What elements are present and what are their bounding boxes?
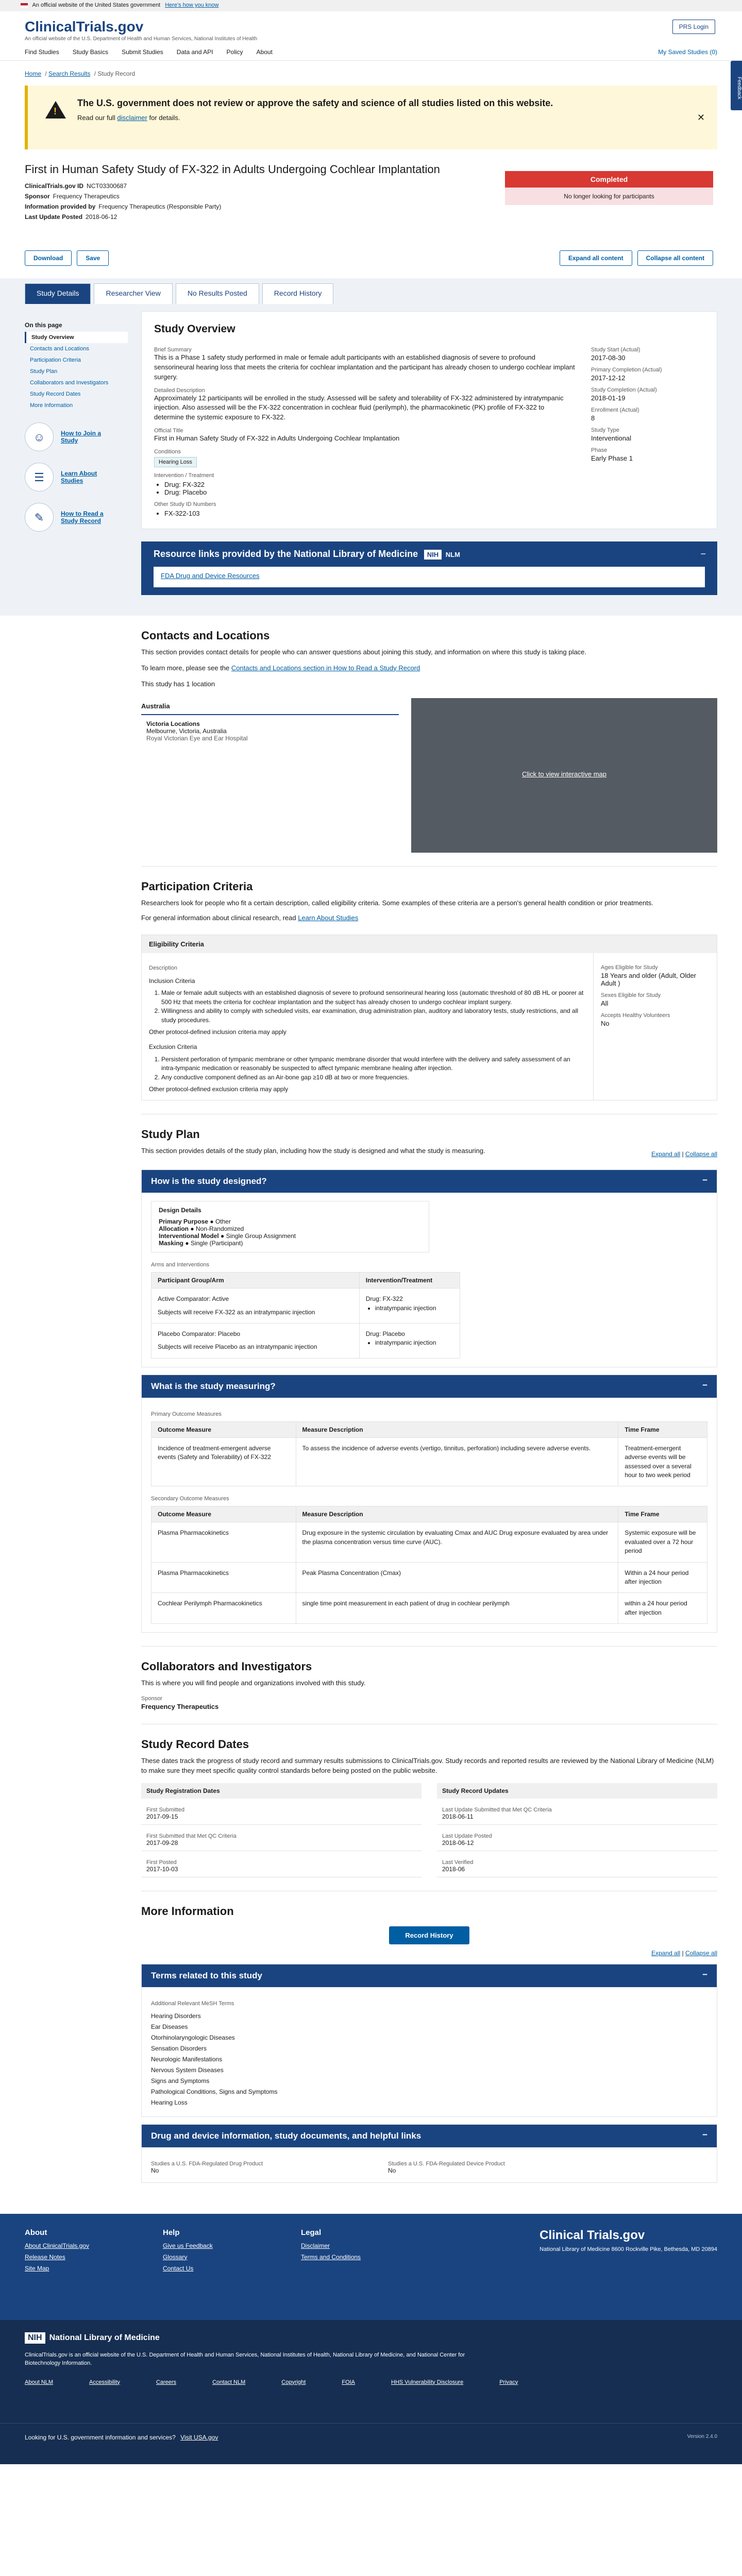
- official-title: First in Human Safety Study of FX-322 in Adults Undergoing Cochlear Implantation: [154, 434, 400, 443]
- arms-header: Intervention/Treatment: [359, 1273, 460, 1289]
- footer-link[interactable]: FOIA: [342, 2379, 356, 2385]
- footer-link[interactable]: Copyright: [281, 2379, 306, 2385]
- book-icon: ☰: [25, 463, 54, 492]
- sexes-label: Sexes Eligible for Study: [601, 992, 661, 999]
- toc-item-overview[interactable]: Study Overview: [25, 332, 128, 343]
- design-row: Interventional Model ● Single Group Assignment: [159, 1232, 296, 1240]
- intervention-list: [164, 481, 576, 496]
- table-row: [151, 1289, 460, 1324]
- arms-header: Participant Group/Arm: [151, 1273, 360, 1289]
- plan-expand-link[interactable]: Expand all: [651, 1150, 681, 1158]
- dates-heading: Study Record Dates: [141, 1737, 249, 1751]
- alert-title: The U.S. government does not review or approve the safety and science of all studies listed on this website.: [77, 98, 553, 108]
- nlm-title: Resource links provided by the National Library of Medicine: [154, 548, 418, 559]
- toc-item-plan[interactable]: Study Plan: [30, 368, 58, 375]
- primary-outcomes-table: [151, 1421, 707, 1487]
- toc-item-dates[interactable]: Study Record Dates: [30, 391, 81, 397]
- conditions-label: Conditions: [154, 448, 181, 455]
- nlm-footer: [0, 2320, 742, 2423]
- date-item: Last Update Submitted that Met QC Criteria 2018-06-11: [437, 1799, 717, 1825]
- date-item: Last Verified 2018-06: [437, 1851, 717, 1877]
- save-button[interactable]: Save: [77, 250, 109, 266]
- disclaimer-alert: [25, 86, 717, 149]
- download-button[interactable]: Download: [25, 250, 72, 266]
- drug-device-accordion: [141, 2124, 717, 2183]
- last-update-row: Last Update Posted 2018-06-12: [25, 213, 117, 221]
- toc-item-contacts[interactable]: Contacts and Locations: [30, 346, 89, 352]
- more-heading: More Information: [141, 1904, 234, 1918]
- learn-about-studies-link[interactable]: Learn About Studies: [298, 914, 359, 922]
- outcome-header: Measure Description: [296, 1506, 618, 1522]
- tab-researcher-view[interactable]: Researcher View: [94, 283, 172, 304]
- description-label: Description: [149, 965, 178, 972]
- location-list: [141, 698, 399, 853]
- footer-link[interactable]: Release Notes: [25, 2253, 65, 2261]
- nav-data-api[interactable]: Data and API: [176, 48, 213, 56]
- close-icon[interactable]: ✕: [697, 112, 705, 123]
- footer-link[interactable]: Site Map: [25, 2264, 49, 2272]
- toc-item-more-info[interactable]: More Information: [30, 402, 73, 409]
- outcome-header: Outcome Measure: [151, 1421, 296, 1437]
- fda-drug-value: No: [151, 2166, 159, 2174]
- dates-grid: [141, 1783, 717, 1877]
- nav-about[interactable]: About: [256, 48, 273, 56]
- outcome-description: To assess the incidence of adverse events (vertigo, tinnitus, perforation) including severe adverse events.: [296, 1437, 618, 1486]
- participation-general: For general information about clinical research, read Learn About Studies: [141, 914, 359, 922]
- breadcrumb-home[interactable]: Home: [25, 70, 42, 77]
- detailed-description: Approximately 12 participants will be enrolled in the study. Assessed will be safety and tolerability of FX-322 administered by intratympanic injection. Also assessed will be the FX-322 concentration in cochlear fluid (perilymph), the pharmacokinetic (PK) profile of FX-322 to determine the systemic exposure to FX-322.: [154, 394, 564, 421]
- list-item: Pathological Conditions, Signs and Symptoms: [151, 2088, 278, 2095]
- other-id: • FX-322-103: [164, 510, 576, 517]
- gov-banner: [0, 0, 742, 11]
- table-row: [151, 1437, 707, 1486]
- site-footer: [0, 2214, 742, 2320]
- enrollment-value: 8: [591, 414, 595, 422]
- primary-completion-value: 2017-12-12: [591, 374, 626, 382]
- footer-address: National Library of Medicine 8600 Rockville Pike, Bethesda, MD 20894: [539, 2246, 717, 2252]
- help-join: [25, 422, 128, 451]
- more-info-section: More Information Record History Expand all | Collapse all Terms related to this study − Additional Relevant MeSH Terms Hearing Disorders Ear Diseases Otorhinolaryngologic Diseases Sensation Disorders Neurologic Manifestations Nervous System Diseases Signs and Symptoms Pathological Conditions, Signs and Symptoms Hearing Loss Drug and device information, study documents, and helpful links − Studies a U.S. FDA-Regulated Drug Product No Studies a U.S. FDA-Regulated Device Product No: [141, 1891, 717, 2214]
- study-details-area: [0, 304, 742, 616]
- drug-device-accordion-header[interactable]: Drug and device information, study documents, and helpful links −: [142, 2125, 717, 2147]
- site-header: [0, 11, 742, 43]
- prs-login-button[interactable]: PRS Login: [672, 20, 715, 34]
- design-accordion-header[interactable]: How is the study designed? −: [142, 1170, 717, 1193]
- enrollment-label: Enrollment (Actual): [591, 407, 639, 413]
- inclusion-item: 2. Willingness and ability to comply with scheduled visits, ear examination, drug administration plan, auditory and laboratory tests, study restrictions, and all study procedures.: [161, 1007, 586, 1025]
- study-header: [0, 149, 742, 271]
- footer-link[interactable]: Contact Us: [163, 2264, 194, 2272]
- healthy-label: Accepts Healthy Volunteers: [601, 1012, 670, 1019]
- nih-logo: NIH: [424, 550, 442, 560]
- list-item: Hearing Disorders: [151, 2012, 201, 2020]
- help-read-link[interactable]: How to Read a Study Record: [61, 510, 104, 524]
- detailed-label: Detailed Description: [154, 387, 205, 394]
- participation-section: [141, 867, 717, 1114]
- study-start-label: Study Start (Actual): [591, 347, 640, 353]
- footer-link[interactable]: HHS Vulnerability Disclosure: [391, 2379, 464, 2385]
- collapse-icon[interactable]: −: [702, 2129, 707, 2140]
- arm-desc: Subjects will receive Placebo as an intratympanic injection: [158, 1343, 317, 1351]
- overview-heading: Study Overview: [154, 323, 235, 335]
- study-overview-card: [141, 311, 717, 529]
- usa-gov-question: Looking for U.S. government information and services?: [25, 2433, 176, 2441]
- plan-intro: This section provides details of the study plan, including how the study is designed and what the study is measuring.: [141, 1147, 485, 1155]
- outcome-header: Measure Description: [296, 1421, 618, 1437]
- help-join-link[interactable]: How to Join a Study: [61, 430, 101, 444]
- other-id-label: Other Study ID Numbers: [154, 501, 216, 507]
- plan-collapse-link[interactable]: Collapse all: [685, 1150, 717, 1158]
- inclusion-more: Other protocol-defined inclusion criteria may apply: [149, 1028, 286, 1036]
- footer-link[interactable]: Glossary: [163, 2253, 188, 2261]
- measure-accordion: [141, 1375, 717, 1633]
- fda-resources-link[interactable]: FDA Drug and Device Resources: [161, 571, 260, 580]
- date-item: First Submitted that Met QC Criteria 2017-09-28: [141, 1825, 421, 1851]
- study-type-value: Interventional: [591, 434, 632, 442]
- outcome-description: Peak Plasma Concentration (Cmax): [296, 1562, 618, 1593]
- eligibility-title: Eligibility Criteria: [142, 935, 717, 953]
- registration-dates-header: Study Registration Dates: [141, 1783, 421, 1799]
- collapse-icon[interactable]: −: [702, 1175, 707, 1185]
- contacts-section: [141, 616, 717, 867]
- outcome-description: single time point measurement in each patient of drug in cochlear perilymph: [296, 1593, 618, 1624]
- collapse-all-button[interactable]: Collapse all content: [637, 250, 713, 266]
- saved-studies-link[interactable]: My Saved Studies (0): [658, 48, 717, 56]
- contacts-intro: This section provides contact details for people who can answer questions about joining this study, and information on where this study is taking place.: [141, 648, 587, 656]
- design-row: Primary Purpose ● Other: [159, 1218, 231, 1226]
- feedback-tab[interactable]: Feedback: [731, 61, 742, 110]
- fda-device-value: No: [388, 2166, 396, 2174]
- sponsor-row: Sponsor Frequency Therapeutics: [25, 193, 120, 200]
- record-tabs: [0, 278, 742, 304]
- outcome-header: Outcome Measure: [151, 1506, 296, 1522]
- nav-policy[interactable]: Policy: [226, 48, 243, 56]
- country-heading: Australia: [141, 698, 399, 715]
- footer-link[interactable]: About ClinicalTrials.gov: [25, 2242, 89, 2249]
- design-row: Allocation ● Non-Randomized: [159, 1225, 244, 1233]
- eligibility-table: [141, 935, 717, 1100]
- footer-col-heading: About: [25, 2228, 47, 2237]
- overview-sidebar: [591, 342, 704, 517]
- intervention-item: • Drug: FX-322: [164, 481, 576, 488]
- list-item: Nervous System Diseases: [151, 2066, 224, 2074]
- recruitment-status: [505, 171, 713, 205]
- dates-intro: These dates track the progress of study record and summary results submissions to ClinicalTrials.gov. Study records and reported results are reviewed by the National Library of Medicine (NLM) to make sure they meet specific quality control standards before being posted on the public website.: [141, 1756, 714, 1774]
- study-completion-value: 2018-01-19: [591, 394, 626, 402]
- version-label: Version 2.4.0: [687, 2433, 717, 2439]
- arm-intervention-sub: • intratympanic injection: [375, 1338, 453, 1347]
- design-row: Masking ● Single (Participant): [159, 1240, 243, 1247]
- map-cta[interactable]: Click to view interactive map: [522, 770, 606, 778]
- measure-accordion-header[interactable]: What is the study measuring? −: [142, 1375, 717, 1398]
- table-row: [151, 1562, 707, 1593]
- more-collapse-link[interactable]: Collapse all: [685, 1949, 717, 1957]
- nav-find-studies[interactable]: Find Studies: [25, 48, 59, 56]
- secondary-outcomes-label: Secondary Outcome Measures: [151, 1496, 229, 1502]
- usa-gov-bar: [0, 2423, 742, 2464]
- study-plan-section: Study Plan This section provides details of the study plan, including how the study is designed and what the study is measuring. Expand all | Collapse all How is the study designed? − Design Details Primary Purpose ● Other Allocation ● Non-Randomized Interventional Model ● Single Group Assignment Masking ● Single (Participant) Arms and Interventions Participant Group/Arm Intervention/Treatment Active Comparator: Active Subjects will receive FX-322 as an intratympanic injection Drug: FX-322 • intratympanic injection Placebo Comparator: Placebo Subjects will receive Placebo as an intratympanic injection Drug: Placebo • intratympanic injection What is the study measuring? − Primary Outcome Measures Outcome Measure Measure Description Time Frame Incidence of treatment-emergent adverse events (Safety and Tolerability) of FX-322 To assess the incidence of adverse events (vertigo, tinnitus, perforation) including severe adverse events. Treatment-emergent adverse events will be assessed over a several hour to two week period Secondary Outcome Measures Outcome Measure Measure Description Time Frame Plasma Pharmacokinetics Drug exposure in the systemic circulation by evaluating Cmax and AUC Drug exposure evaluated by area under the plasma concentration versus time curve (AUC). Systemic exposure will be evaluated over a 72 hour period Plasma Pharmacokinetics Peak Plasma Concentration (Cmax) Within a 24 hour period after injection Cochlear Perilymph Pharmacokinetics single time point measurement in each patient of drug in cochlear perilymph within a 24 hour period after injection: [141, 1114, 717, 1647]
- disclaimer-link[interactable]: disclaimer: [117, 114, 147, 122]
- record-dates-section: [141, 1724, 717, 1891]
- tab-record-history[interactable]: Record History: [262, 283, 334, 304]
- outcome-timeframe: Systemic exposure will be evaluated over a 72 hour period: [618, 1522, 707, 1562]
- collab-intro: This is where you will find people and organizations involved with this study.: [141, 1679, 366, 1687]
- collapse-icon[interactable]: −: [702, 1969, 707, 1979]
- outcome-header: Time Frame: [618, 1506, 707, 1522]
- terms-accordion: [141, 1964, 717, 2117]
- intervention-label: Intervention / Treatment: [154, 472, 214, 479]
- study-type-label: Study Type: [591, 427, 619, 433]
- location-site: Royal Victorian Eye and Ear Hospital: [146, 735, 248, 742]
- brief-summary-label: Brief Summary: [154, 347, 192, 353]
- help-learn: [25, 463, 128, 492]
- primary-outcomes-label: Primary Outcome Measures: [151, 1411, 222, 1417]
- site-logo[interactable]: ClinicalTrials.gov: [25, 19, 144, 35]
- study-title: First in Human Safety Study of FX-322 in Adults Undergoing Cochlear Implantation: [25, 163, 440, 176]
- footer-about: [25, 2228, 138, 2306]
- warning-icon: [45, 101, 66, 118]
- list-item: Otorhinolaryngologic Diseases: [151, 2033, 235, 2041]
- location-map[interactable]: [411, 698, 717, 853]
- healthy-value: No: [601, 1020, 610, 1028]
- toc-item-participation[interactable]: Participation Criteria: [30, 357, 81, 363]
- state-heading: Victoria Locations: [146, 720, 200, 728]
- brief-summary: This is a Phase 1 safety study performed in male or female adult participants with an established diagnosis of severe to profound sensorineural hearing loss that meets the criteria for cochlear implantation and the participant has already chosen to undergo cochlear implant surgery.: [154, 353, 575, 381]
- arm-intervention-sub: • intratympanic injection: [375, 1304, 453, 1313]
- footer-logo-text: Clinical Trials.gov: [539, 2228, 645, 2242]
- footer-link[interactable]: Privacy: [499, 2379, 518, 2385]
- gov-banner-link[interactable]: Here's how you know: [165, 2, 219, 8]
- arm-intervention: Drug: FX-322: [365, 1295, 403, 1303]
- outcome-timeframe: Treatment-emergent adverse events will be assessed over a several hour to two week period: [618, 1437, 707, 1486]
- alert-body: Read our full disclaimer for details.: [77, 114, 180, 122]
- ages-value: 18 Years and older (Adult, Older Adult ): [601, 972, 697, 988]
- participation-intro: Researchers look for people who fit a certain description, called eligibility criteria. Some examples of these criteria are a person's general health condition or prior treatments.: [141, 899, 653, 907]
- arm-desc: Subjects will receive FX-322 as an intratympanic injection: [158, 1308, 315, 1316]
- terms-accordion-header[interactable]: Terms related to this study −: [142, 1964, 717, 1987]
- location-count: This study has 1 location: [141, 680, 215, 688]
- collab-sponsor-label: Sponsor: [141, 1695, 162, 1702]
- table-row: [151, 1593, 707, 1624]
- date-item: First Posted 2017-10-03: [141, 1851, 421, 1877]
- ages-label: Ages Eligible for Study: [601, 964, 658, 971]
- footer-legal: [301, 2228, 414, 2306]
- nlm-logo[interactable]: NIH National Library of Medicine: [25, 2332, 160, 2344]
- outcome-description: Drug exposure in the systemic circulation by evaluating Cmax and AUC Drug exposure evaluated by area under the plasma concentration versus time curve (AUC).: [296, 1522, 618, 1562]
- primary-completion-label: Primary Completion (Actual): [591, 367, 662, 373]
- expand-all-button[interactable]: Expand all content: [560, 250, 632, 266]
- design-details-label: Design Details: [159, 1207, 201, 1214]
- footer-logo: [539, 2228, 717, 2306]
- contacts-learn-link[interactable]: Contacts and Locations section in How to Read a Study Record: [231, 664, 420, 672]
- outcome-measure: Plasma Pharmacokinetics: [151, 1562, 296, 1593]
- inclusion-item: 1. Male or female adult subjects with an established diagnosis of severe to profound sensorineural hearing loss (automatic threshold of 80 dB HL or poorer at 500 Hz that meets the criteria for cochlear implantation and the subject has already chosen to undergo cochlear implant surgery.: [161, 989, 586, 1007]
- breadcrumb-search[interactable]: Search Results: [48, 70, 91, 77]
- list-item: Neurologic Manifestations: [151, 2055, 223, 2063]
- arms-label: Arms and Interventions: [151, 1262, 210, 1268]
- inclusion-label: Inclusion Criteria: [149, 977, 195, 985]
- breadcrumb: Home / Search Results / Study Record: [25, 70, 136, 77]
- tab-no-results-posted[interactable]: No Results Posted: [176, 283, 259, 304]
- help-learn-link[interactable]: Learn About Studies: [61, 470, 97, 484]
- contacts-learn: To learn more, please see the Contacts and Locations section in How to Read a Study Record: [141, 664, 420, 672]
- list-item: Signs and Symptoms: [151, 2077, 210, 2084]
- footer-link[interactable]: Contact NLM: [212, 2379, 246, 2385]
- collab-sponsor: Frequency Therapeutics: [141, 1702, 219, 1710]
- list-item: Sensation Disorders: [151, 2044, 207, 2052]
- record-updates-header: Study Record Updates: [437, 1783, 717, 1799]
- outcome-header: Time Frame: [618, 1421, 707, 1437]
- outcome-measure: Plasma Pharmacokinetics: [151, 1522, 296, 1562]
- table-row: [151, 1323, 460, 1358]
- location-item: [141, 715, 399, 742]
- exclusion-item: 2. Any conductive component defined as an Air-bone gap ≥10 dB at two or more frequencies.: [161, 1073, 586, 1082]
- outcome-timeframe: within a 24 hour period after injection: [618, 1593, 707, 1624]
- list-item: Hearing Loss: [151, 2098, 188, 2106]
- nav-study-basics[interactable]: Study Basics: [72, 48, 109, 56]
- help-read: [25, 503, 128, 532]
- mesh-terms-list: [151, 2011, 707, 2108]
- participation-heading: Participation Criteria: [141, 880, 253, 893]
- nlm-resources: [141, 541, 717, 595]
- collab-heading: Collaborators and Investigators: [141, 1660, 312, 1673]
- date-item: First Submitted 2017-09-15: [141, 1799, 421, 1825]
- footer-col-heading: Help: [163, 2228, 180, 2237]
- collapse-icon[interactable]: −: [700, 548, 706, 559]
- document-icon: ✎: [25, 503, 54, 532]
- condition-tag[interactable]: Hearing Loss: [154, 457, 197, 467]
- exclusion-label: Exclusion Criteria: [149, 1043, 197, 1051]
- breadcrumb-current: Study Record: [97, 70, 136, 77]
- contacts-heading: Contacts and Locations: [141, 629, 270, 642]
- main-nav: [0, 43, 742, 61]
- footer-col-heading: Legal: [301, 2228, 322, 2237]
- list-item: Ear Diseases: [151, 2023, 188, 2030]
- collapse-icon[interactable]: −: [702, 1380, 707, 1390]
- inclusion-list: [161, 989, 586, 1025]
- nlm-footer-text: ClinicalTrials.gov is an official website of the U.S. Department of Health and Human Services, National Institutes of Health, National Library of Medicine, and National Center for Biotechnology Information.: [25, 2351, 465, 2367]
- phase-value: Early Phase 1: [591, 454, 633, 462]
- fda-drug-label: Studies a U.S. FDA-Regulated Drug Product: [151, 2160, 263, 2167]
- nav-submit-studies[interactable]: Submit Studies: [122, 48, 163, 56]
- usa-gov-link[interactable]: Visit USA.gov: [180, 2433, 218, 2441]
- record-history-button[interactable]: Record History: [389, 1926, 469, 1944]
- footer-link[interactable]: Disclaimer: [301, 2242, 330, 2249]
- status-badge: Completed: [505, 171, 713, 188]
- collaborators-section: [141, 1647, 717, 1724]
- sexes-value: All: [601, 999, 609, 1008]
- arm-intervention: Drug: Placebo: [365, 1330, 405, 1337]
- official-title-label: Official Title: [154, 428, 183, 434]
- fda-device-label: Studies a U.S. FDA-Regulated Device Product: [388, 2160, 505, 2167]
- footer-help: [163, 2228, 276, 2306]
- exclusion-list: [161, 1055, 586, 1082]
- nlm-footer-links: [25, 2379, 717, 2385]
- study-start-value: 2017-08-30: [591, 354, 626, 362]
- outcome-timeframe: Within a 24 hour period after injection: [618, 1562, 707, 1593]
- mesh-terms-label: Additional Relevant MeSH Terms: [151, 2000, 234, 2007]
- secondary-outcomes-table: [151, 1506, 707, 1624]
- footer-link[interactable]: Give us Feedback: [163, 2242, 213, 2249]
- site-subtitle: An official website of the U.S. Department of Health and Human Services, National Institutes of Health: [25, 36, 258, 42]
- study-id-row: ClinicalTrials.gov ID NCT03300687: [25, 182, 127, 190]
- outcome-measure: Cochlear Perilymph Pharmacokinetics: [151, 1593, 296, 1624]
- table-row: [151, 1522, 707, 1562]
- toc-item-collaborators[interactable]: Collaborators and Investigators: [30, 380, 109, 386]
- outcome-measure: Incidence of treatment-emergent adverse events (Safety and Tolerability) of FX-322: [151, 1437, 296, 1486]
- more-expand-link[interactable]: Expand all: [651, 1949, 681, 1957]
- date-item: Last Update Posted 2018-06-12: [437, 1825, 717, 1851]
- footer-link[interactable]: Careers: [156, 2379, 177, 2385]
- nlm-logo-text: NLM: [445, 550, 460, 558]
- status-note: No longer looking for participants: [505, 188, 713, 205]
- tab-study-details[interactable]: Study Details: [25, 283, 91, 304]
- arms-table: [151, 1272, 460, 1359]
- footer-link[interactable]: Accessibility: [89, 2379, 120, 2385]
- gov-banner-text: An official website of the United States government: [32, 2, 161, 8]
- location-city: Melbourne, Victoria, Australia: [146, 727, 227, 735]
- us-flag-icon: [21, 3, 28, 8]
- info-provided-row: Information provided by Frequency Therapeutics (Responsible Party): [25, 203, 222, 210]
- exclusion-item: 1. Persistent perforation of tympanic membrane or other tympanic membrane disorder that would interfere with the delivery and safety assessment of an intra-tympanic medication or reasonably be suspected to affect tympanic membrane healing after injection.: [161, 1055, 586, 1073]
- study-completion-label: Study Completion (Actual): [591, 387, 657, 393]
- on-this-page-nav: [25, 311, 128, 595]
- people-icon: ☺: [25, 422, 54, 451]
- exclusion-more: Other protocol-defined exclusion criteria may apply: [149, 1085, 289, 1093]
- design-accordion: [141, 1170, 717, 1367]
- footer-link[interactable]: Terms and Conditions: [301, 2253, 361, 2261]
- plan-heading: Study Plan: [141, 1128, 200, 1141]
- footer-link[interactable]: About NLM: [25, 2379, 54, 2385]
- intervention-item: • Drug: Placebo: [164, 488, 576, 496]
- toc-title: On this page: [25, 321, 62, 329]
- arm-name: Placebo Comparator: Placebo: [158, 1330, 241, 1337]
- phase-label: Phase: [591, 447, 608, 453]
- arm-name: Active Comparator: Active: [158, 1295, 229, 1303]
